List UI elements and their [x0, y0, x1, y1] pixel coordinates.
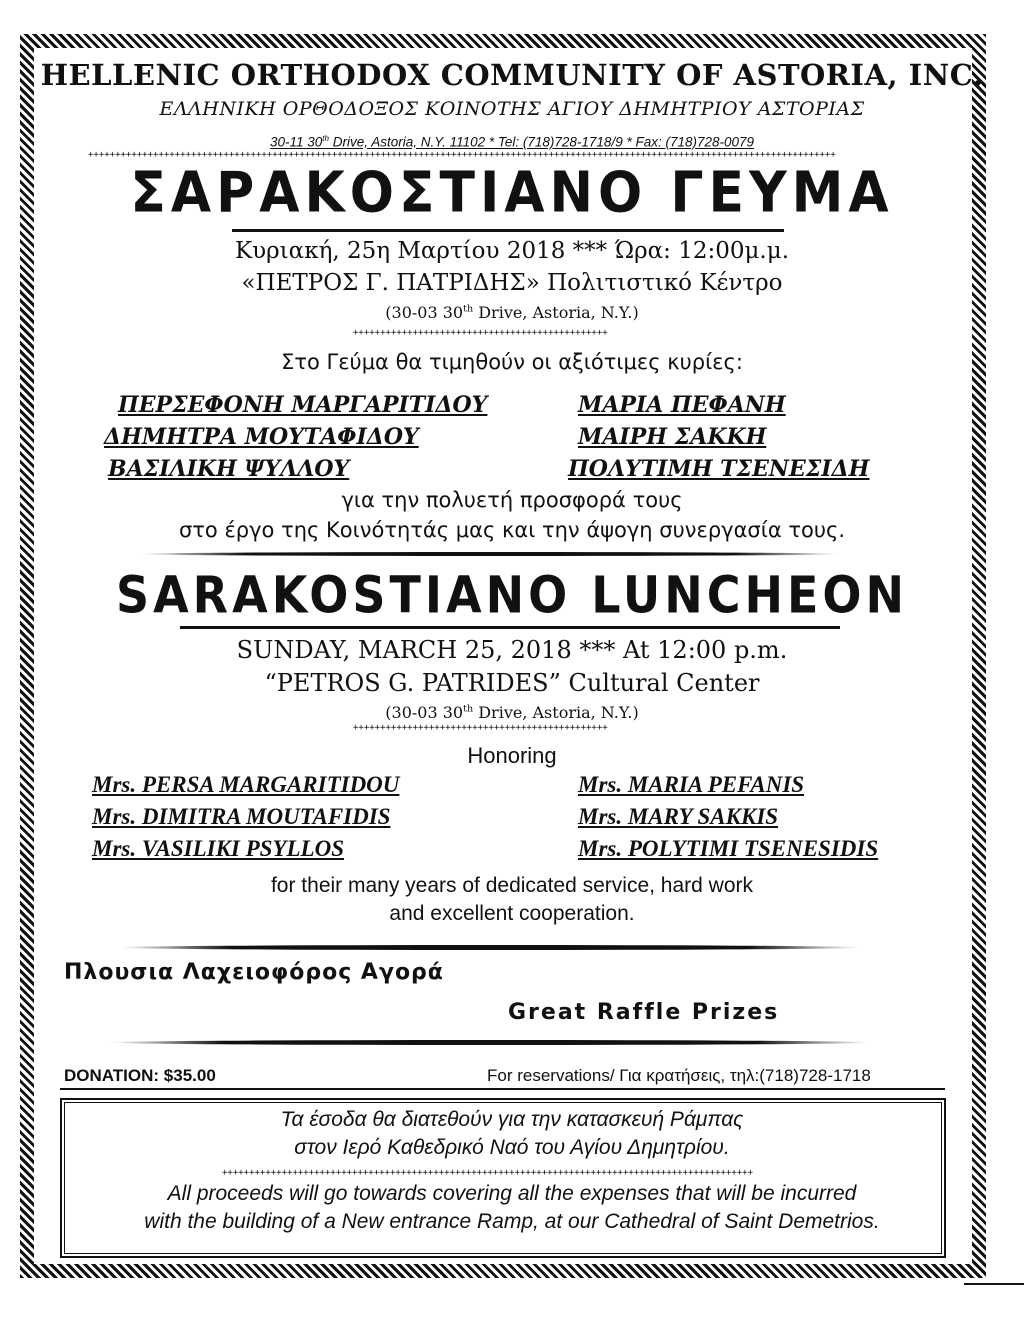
greek-venue-address: (30-03 30th Drive, Astoria, N.Y.) — [385, 303, 639, 322]
greek-thanks-line-2: στο έργο της Κοινότητάς μας και την άψογη συνεργασία τους. — [178, 518, 846, 542]
organization-title: HELLENIC ORTHODOX COMMUNITY OF ASTORIA, INC. — [40, 58, 984, 92]
honoree-name: Mrs. VASILIKI PSYLLOS — [92, 836, 345, 861]
greek-thanks-line-1: για την πολυετή προσφορά τους — [341, 488, 683, 512]
greek-honor-line: Στο Γεύμα θα τιμηθούν οι αξιότιμες κυρίες: — [281, 350, 743, 374]
organization-address: 30-11 30th Drive, Astoria, N.Y. 11102 * Tel: (718)728-1718/9 * Fax: (718)728-0079 — [269, 134, 755, 150]
corner-mark — [964, 1283, 1024, 1285]
honoree-name: Mrs. POLYTIMI TSENESIDIS — [578, 836, 879, 861]
plus-divider: ++++++++++++++++++++++++++++++++++++++++++++++++++++++++++++++++++++++++++++++++++++++++++++++++++++++++++++++++++++++++++++++++++++++++++ — [88, 150, 836, 160]
honoree-name: ΜΑΙΡΗ ΣΑΚΚΗ — [578, 424, 767, 450]
honoree-name: Mrs. PERSA MARGARITIDOU — [92, 772, 400, 797]
greek-event-title: ΣΑΡΑΚΟΣΤΙΑΝΟ ΓΕΥΜΑ — [130, 160, 894, 226]
proceeds-greek-line-2: στον Ιερό Καθεδρικό Ναό του Αγίου Δημητρίου. — [294, 1136, 730, 1159]
greek-date-line: Κυριακή, 25η Μαρτίου 2018 *** Ώρα: 12:00μ.μ. — [234, 238, 790, 264]
greek-venue-line: «ΠΕΤΡΟΣ Γ. ΠΑΤΡΙΔΗΣ» Πολιτιστικό Κέντρο — [241, 270, 783, 296]
decorative-swoosh — [120, 945, 860, 950]
english-event-title: SARAKOSTIANO LUNCHEON — [115, 565, 909, 625]
english-honor-line: Honoring — [467, 743, 557, 768]
decorative-swoosh — [110, 1040, 870, 1045]
proceeds-greek-line-1: Τα έσοδα θα διατεθούν για την κατασκευή Ράμπας — [280, 1108, 744, 1131]
raffle-title-english: Great Raffle Prizes — [508, 1000, 780, 1025]
english-thanks-line-1: for their many years of dedicated service, hard work — [270, 874, 754, 897]
english-thanks-line-2: and excellent cooperation. — [389, 902, 635, 925]
honoree-name: Mrs. DIMITRA MOUTAFIDIS — [92, 804, 391, 829]
honoree-name: ΜΑΡΙΑ ΠΕΦΑΝΗ — [578, 392, 786, 418]
donation-amount: DONATION: $35.00 — [64, 1066, 216, 1085]
raffle-title-greek: Πλουσια Λαχειοφόρος Αγορά — [64, 960, 444, 985]
plus-divider: +++++++++++++++++++++++++++++++++++++++++++++++ — [353, 328, 608, 338]
title-underline — [180, 626, 840, 629]
honoree-name: ΠΟΛΥΤΙΜΗ ΤΣΕΝΕΣΙΔΗ — [568, 456, 870, 482]
proceeds-english-line-2: with the building of a New entrance Ramp, at our Cathedral of Saint Demetrios. — [144, 1210, 880, 1233]
proceeds-english-line-1: All proceeds will go towards covering all the expenses that will be incurred — [167, 1182, 857, 1205]
title-underline — [232, 229, 784, 232]
organization-title-greek: ΕΛΛΗΝΙΚΗ ΟΡΘΟΔΟΞΟΣ ΚΟΙΝΟΤΗΣ ΑΓΙΟΥ ΔΗΜΗΤΡΙΟΥ ΑΣΤΟΡΙΑΣ — [159, 98, 865, 120]
english-date-line: SUNDAY, MARCH 25, 2018 *** At 12:00 p.m. — [236, 636, 788, 664]
honoree-name: Mrs. MARY SAKKIS — [578, 804, 779, 829]
footer-rule — [60, 1088, 945, 1090]
plus-divider: +++++++++++++++++++++++++++++++++++++++++++++++ — [353, 723, 608, 733]
english-venue-line: “PETROS G. PATRIDES” Cultural Center — [264, 669, 760, 697]
honoree-name: ΒΑΣΙΛΙΚΗ ΨΥΛΛΟΥ — [108, 456, 350, 482]
honoree-name: ΠΕΡΣΕΦΟΝΗ ΜΑΡΓΑΡΙΤΙΔΟΥ — [118, 392, 488, 418]
english-venue-address: (30-03 30th Drive, Astoria, N.Y.) — [385, 703, 639, 722]
honoree-name: Mrs. MARIA PEFANIS — [578, 772, 805, 797]
reservation-info: For reservations/ Για κρατήσεις, τηλ:(718)728-1718 — [487, 1066, 871, 1085]
decorative-swoosh — [140, 552, 840, 556]
plus-divider: ++++++++++++++++++++++++++++++++++++++++++++++++++++++++++++++++++++++++++++++++++++++++++++++++++ — [222, 1168, 754, 1178]
honoree-name: ΔΗΜΗΤΡΑ ΜΟΥΤΑΦΙΔΟΥ — [104, 424, 419, 450]
